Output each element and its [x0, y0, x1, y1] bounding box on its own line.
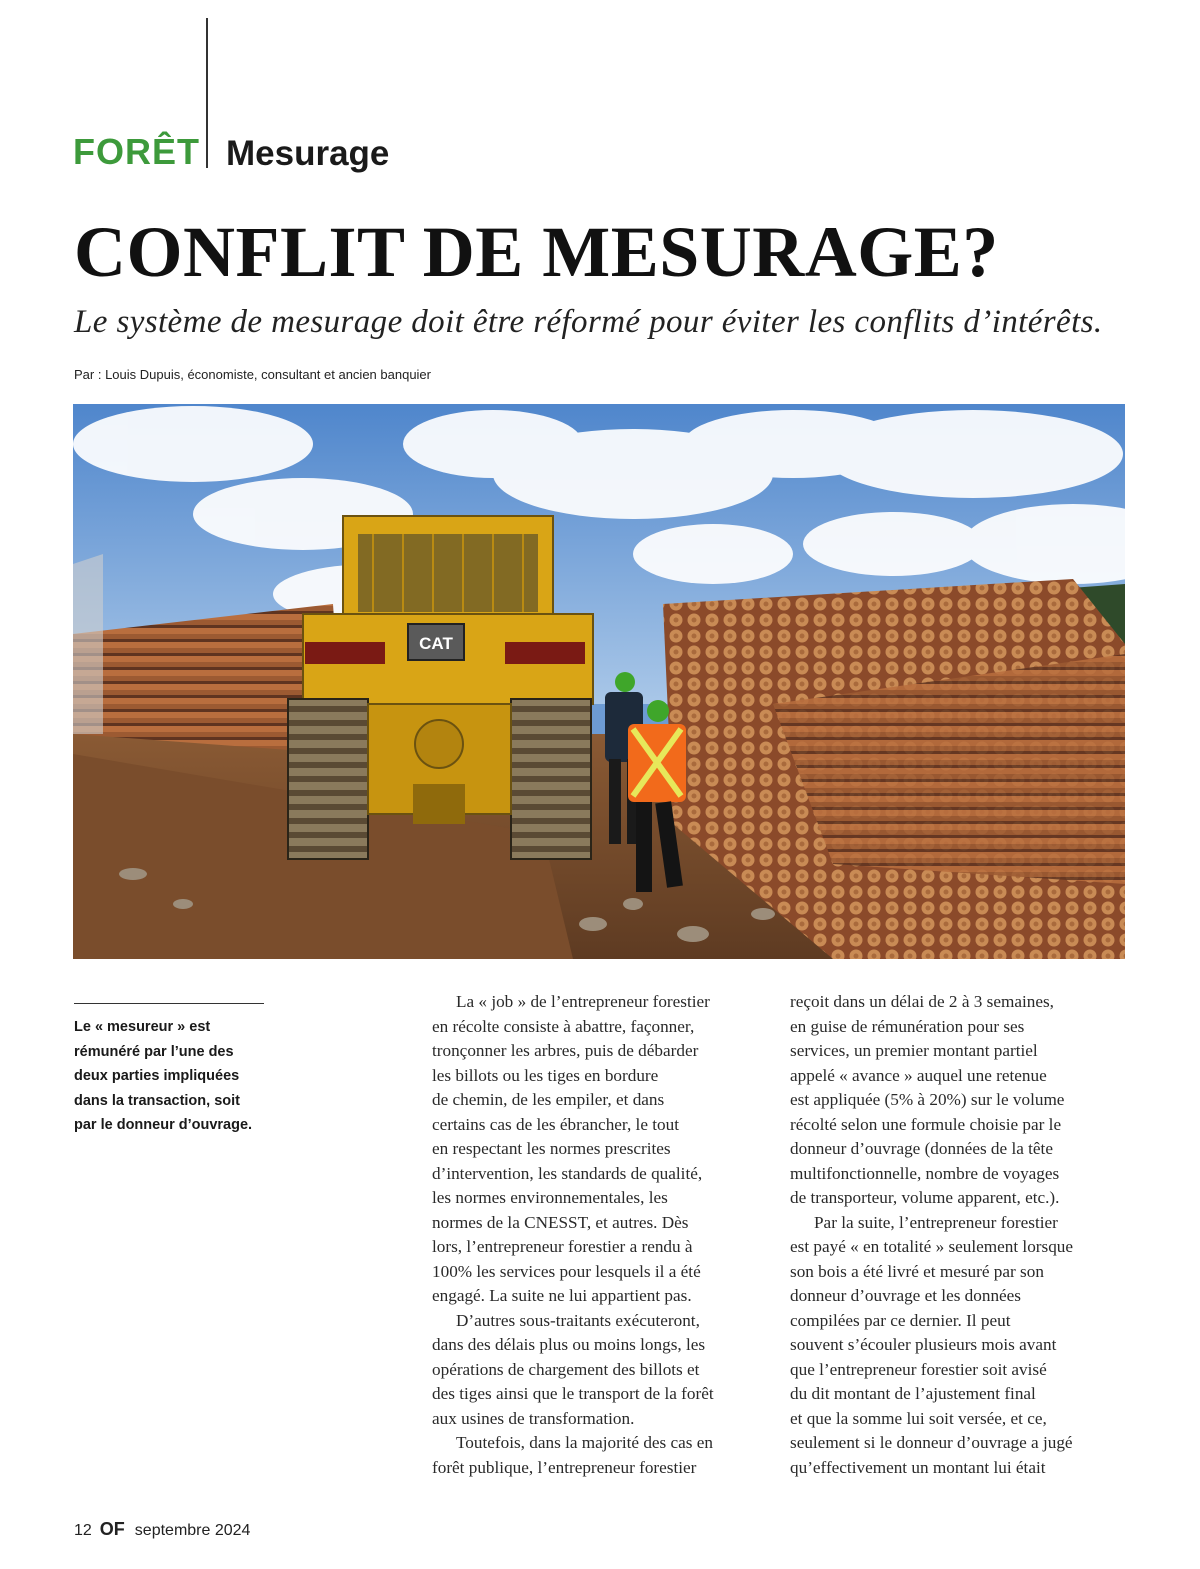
section-label: FORÊT — [73, 131, 200, 172]
pullquote-line: Le « mesureur » est — [74, 1019, 211, 1035]
page-footer — [74, 1517, 250, 1543]
cat-badge: CAT — [419, 634, 453, 653]
body-line: est payé « en totalité » seulement lorsque — [790, 1237, 1074, 1256]
body-line: est appliquée (5% à 20%) sur le volume — [790, 1090, 1065, 1109]
body-line: son bois a été livré et mesuré par son — [790, 1261, 1044, 1281]
body-line: d’intervention, les standards de qualité, — [432, 1163, 703, 1183]
pullquote-line: dans la transaction, soit — [74, 1092, 240, 1109]
magazine-logo: OF — [99, 1519, 125, 1539]
body-line: certains cas de les ébrancher, le tout — [432, 1114, 679, 1134]
body-line: reçoit dans un délai de 2 à 3 semaines, — [790, 992, 1054, 1011]
body-line: Par la suite, l’entrepreneur forestier — [814, 1212, 1058, 1232]
body-line: dans des délais plus ou moins longs, les — [432, 1335, 706, 1354]
body-line: donneur d’ouvrage et les données — [790, 1286, 1021, 1305]
photo-bulldozer-logs-illustration — [73, 404, 1125, 959]
body-line: que l’entrepreneur forestier soit avisé — [790, 1359, 1047, 1379]
body-column-1 — [432, 990, 772, 1480]
body-line: multifonctionnelle, nombre de voyages — [790, 1163, 1060, 1183]
body-column-2 — [790, 990, 1130, 1480]
body-line: les normes environnementales, les — [432, 1188, 668, 1207]
body-line: de transporteur, volume apparent, etc.). — [790, 1188, 1060, 1207]
page-number: 12 — [74, 1522, 92, 1539]
body-line: tronçonner les arbres, puis de débarder — [432, 1041, 699, 1060]
body-line: de chemin, de les empiler, et dans — [432, 1090, 665, 1109]
body-line: en guise de rémunération pour ses — [790, 1016, 1025, 1036]
body-line: souvent s’écouler plusieurs mois avant — [790, 1335, 1057, 1354]
body-line: 100% les services pour lesquels il a été — [432, 1261, 701, 1281]
body-line: donneur d’ouvrage (données de la tête — [790, 1139, 1053, 1158]
body-line: récolté selon une formule choisie par le — [790, 1114, 1062, 1134]
body-line: D’autres sous-traitants exécuteront, — [456, 1310, 700, 1330]
pullquote-line: par le donneur d’ouvrage. — [74, 1117, 253, 1133]
article-deck: Le système de mesurage doit être réformé pour éviter les conflits d’intérêts. — [74, 304, 1103, 340]
pullquote-line: deux parties impliquées — [74, 1068, 240, 1084]
article-photo — [73, 404, 1125, 959]
body-line: La « job » de l’entrepreneur forestier — [456, 992, 710, 1011]
body-line: forêt publique, l’entrepreneur forestier — [432, 1457, 697, 1477]
body-line: appelé « avance » auquel une retenue — [790, 1065, 1047, 1085]
pullquote-rule — [74, 1003, 264, 1004]
body-line: services, un premier montant partiel — [790, 1041, 1038, 1060]
pullquote — [74, 1015, 274, 1138]
body-line: compilées par ce dernier. Il peut — [790, 1310, 1011, 1330]
body-line: en récolte consiste à abattre, façonner, — [432, 1016, 695, 1036]
issue-date: septembre 2024 — [134, 1522, 251, 1539]
body-line: en respectant les normes prescrites — [432, 1139, 671, 1158]
body-line: du dit montant de l’ajustement final — [790, 1384, 1036, 1403]
body-line: des tiges ainsi que le transport de la forêt — [432, 1384, 714, 1403]
body-line: normes de la CNESST, et autres. Dès — [432, 1212, 689, 1232]
article-byline: Par : Louis Dupuis, économiste, consultant et ancien banquier — [74, 367, 431, 382]
body-line: les billots ou les tiges en bordure — [432, 1065, 659, 1085]
body-line: Toutefois, dans la majorité des cas en — [456, 1433, 714, 1452]
body-line: engagé. La suite ne lui appartient pas. — [432, 1286, 692, 1305]
body-line: lors, l’entrepreneur forestier a rendu à — [432, 1237, 693, 1256]
body-line: qu’effectivement un montant lui était — [790, 1457, 1046, 1477]
body-line: et que la somme lui soit versée, et ce, — [790, 1408, 1047, 1428]
article-title: CONFLIT DE MESURAGE? — [74, 212, 999, 292]
pullquote-line: rémunéré par l’une des — [74, 1043, 234, 1060]
header-divider — [206, 18, 208, 168]
subsection-label: Mesurage — [226, 134, 390, 173]
body-line: seulement si le donneur d’ouvrage a jugé — [790, 1433, 1073, 1452]
body-line: opérations de chargement des billots et — [432, 1359, 700, 1379]
body-line: aux usines de transformation. — [432, 1408, 635, 1428]
